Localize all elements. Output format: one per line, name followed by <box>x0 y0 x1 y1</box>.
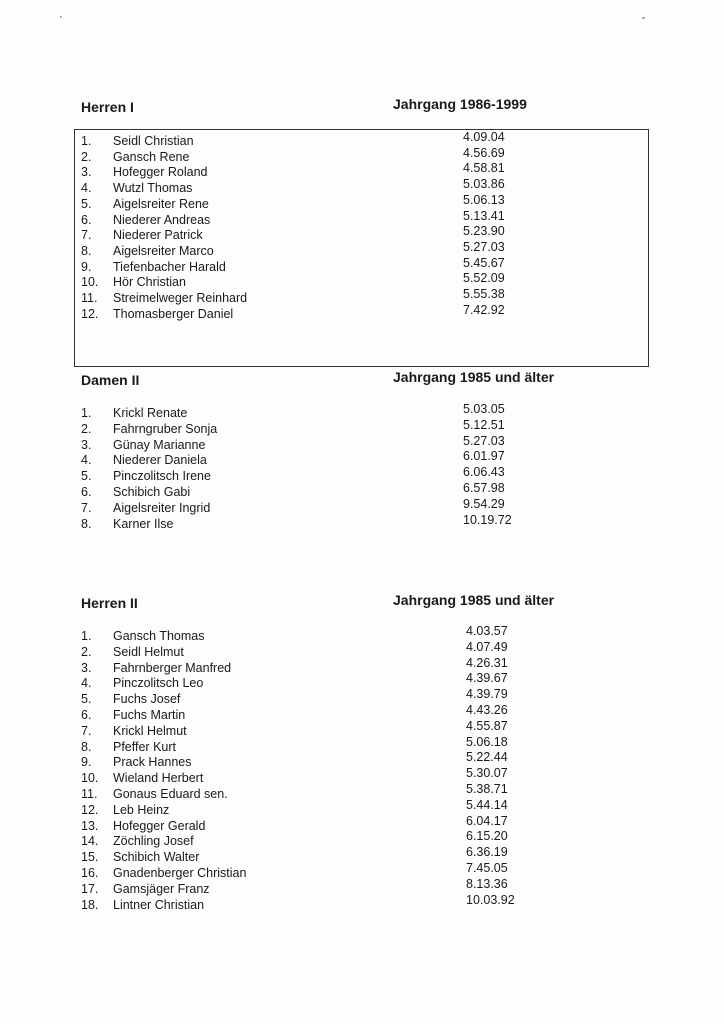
finish-time: 5.13.41 <box>463 208 505 223</box>
result-row <box>0 655 724 676</box>
rank-number: 1. <box>81 406 92 420</box>
rank-number: 12. <box>81 802 99 817</box>
rank-number: 5. <box>81 196 92 211</box>
athlete-name: Seidl Helmut <box>113 644 184 659</box>
result-row <box>0 734 724 755</box>
rank-number: 18. <box>81 897 99 912</box>
rank-number: 6. <box>81 485 92 499</box>
finish-time: 5.44.14 <box>466 797 508 812</box>
result-row <box>0 130 724 149</box>
result-row <box>0 703 724 723</box>
finish-time: 5.27.03 <box>463 433 505 448</box>
rank-number: 7. <box>81 723 92 738</box>
rank-number: 3. <box>81 660 92 675</box>
rank-number: 16. <box>81 866 99 880</box>
athlete-name: Aigelsreiter Marco <box>113 243 214 258</box>
rank-number: 2. <box>81 149 92 164</box>
finish-time: 6.15.20 <box>466 829 508 844</box>
athlete-name: Thomasberger Daniel <box>113 306 234 321</box>
result-row <box>0 876 724 897</box>
rank-number: 3. <box>81 437 92 452</box>
rank-number: 4. <box>81 453 92 468</box>
finish-time: 5.06.18 <box>466 734 508 749</box>
athlete-name: Fuchs Martin <box>113 708 186 722</box>
result-row <box>0 302 724 322</box>
rank-number: 9. <box>81 755 92 770</box>
athlete-name: Aigelsreiter Rene <box>113 196 209 211</box>
rank-number: 10. <box>81 771 99 786</box>
rank-number: 4. <box>81 181 92 196</box>
athlete-name: Niederer Daniela <box>113 453 207 468</box>
scan-speck <box>60 16 62 18</box>
finish-time: 4.39.79 <box>466 687 508 702</box>
finish-time: 10.03.92 <box>466 892 515 907</box>
rank-number: 2. <box>81 644 92 659</box>
athlete-name: Günay Marianne <box>113 437 206 452</box>
finish-time: 6.01.97 <box>463 449 505 464</box>
athlete-name: Wutzl Thomas <box>113 181 193 196</box>
athlete-name: Tiefenbacher Harald <box>113 259 226 274</box>
athlete-name: Zöchling Josef <box>113 834 194 849</box>
result-row <box>0 145 724 165</box>
finish-time: 4.07.49 <box>466 639 508 654</box>
finish-time: 10.19.72 <box>463 512 512 527</box>
rank-number: 8. <box>81 739 92 754</box>
section-title: Damen II <box>81 372 140 388</box>
finish-time: 5.22.44 <box>466 750 508 765</box>
result-row <box>0 465 724 484</box>
athlete-name: Gamsjäger Franz <box>113 881 210 896</box>
age-group-label: Jahrgang 1986-1999 <box>393 96 527 112</box>
finish-time: 5.45.67 <box>463 255 505 270</box>
rank-number: 9. <box>81 259 92 274</box>
rank-number: 15. <box>81 850 99 865</box>
rank-number: 7. <box>81 228 92 243</box>
athlete-name: Fahrnberger Manfred <box>113 660 232 675</box>
finish-time: 8.13.36 <box>466 876 508 891</box>
finish-time: 5.38.71 <box>466 782 508 796</box>
athlete-name: Seidl Christian <box>113 134 194 148</box>
finish-time: 5.12.51 <box>463 417 505 432</box>
result-row <box>0 239 724 259</box>
finish-time: 4.26.31 <box>466 655 508 670</box>
athlete-name: Krickl Renate <box>113 406 188 420</box>
finish-time: 4.43.26 <box>466 703 508 717</box>
result-row <box>0 402 724 421</box>
rank-number: 8. <box>81 516 92 531</box>
rank-number: 12. <box>81 306 99 321</box>
result-row <box>0 481 724 500</box>
section-heading-herren-2 <box>0 592 724 613</box>
result-row <box>0 829 724 849</box>
finish-time: 4.03.57 <box>466 624 508 638</box>
rank-number: 1. <box>81 134 92 148</box>
rank-number: 1. <box>81 629 92 643</box>
result-row <box>0 624 724 644</box>
rank-number: 8. <box>81 243 92 258</box>
result-row <box>0 192 724 212</box>
result-row <box>0 433 724 453</box>
finish-time: 4.58.81 <box>463 161 505 176</box>
rank-number: 11. <box>81 291 98 305</box>
athlete-name: Wieland Herbert <box>113 771 204 786</box>
athlete-name: Gansch Thomas <box>113 629 205 643</box>
result-row <box>0 845 724 865</box>
rank-number: 6. <box>81 212 92 227</box>
result-row <box>0 496 724 516</box>
rank-number: 10. <box>81 275 99 290</box>
athlete-name: Karner Ilse <box>113 516 174 531</box>
result-row <box>0 224 724 243</box>
athlete-name: Niederer Patrick <box>113 228 203 243</box>
athlete-name: Schibich Gabi <box>113 485 191 499</box>
scan-speck <box>642 17 645 19</box>
result-row <box>0 813 724 834</box>
age-group-label: Jahrgang 1985 und älter <box>393 592 555 608</box>
athlete-name: Prack Hannes <box>113 755 192 770</box>
finish-time: 4.39.67 <box>466 671 508 686</box>
finish-time: 6.06.43 <box>463 465 505 480</box>
athlete-name: Niederer Andreas <box>113 212 211 227</box>
finish-time: 6.36.19 <box>466 845 508 860</box>
finish-time: 4.09.04 <box>463 130 505 144</box>
result-row <box>0 671 724 691</box>
result-row <box>0 255 724 275</box>
age-group-label: Jahrgang 1985 und älter <box>393 369 555 385</box>
result-row <box>0 449 724 468</box>
rank-number: 14. <box>81 834 99 849</box>
rank-number: 6. <box>81 708 92 722</box>
athlete-name: Lintner Christian <box>113 897 205 912</box>
finish-time: 5.52.09 <box>463 271 505 286</box>
athlete-name: Gansch Rene <box>113 149 190 164</box>
result-row <box>0 797 724 818</box>
athlete-name: Gonaus Eduard sen. <box>113 787 228 801</box>
result-row <box>0 766 724 786</box>
athlete-name: Pinczolitsch Irene <box>113 469 211 484</box>
athlete-name: Streimelweger Reinhard <box>113 291 248 305</box>
athlete-name: Krickl Helmut <box>113 723 187 738</box>
rank-number: 17. <box>81 881 99 896</box>
finish-time: 4.56.69 <box>463 145 505 160</box>
section-title: Herren II <box>81 595 138 611</box>
rank-number: 4. <box>81 676 92 691</box>
finish-time: 6.57.98 <box>463 481 505 495</box>
result-row <box>0 750 724 770</box>
rank-number: 5. <box>81 469 92 484</box>
finish-time: 7.42.92 <box>463 302 505 317</box>
result-row <box>0 687 724 707</box>
result-row <box>0 161 724 180</box>
result-row <box>0 861 724 881</box>
athlete-name: Hofegger Roland <box>113 165 208 180</box>
athlete-name: Gnadenberger Christian <box>113 866 247 880</box>
finish-time: 7.45.05 <box>466 861 508 875</box>
section-title: Herren I <box>81 99 134 115</box>
finish-time: 4.55.87 <box>466 718 508 733</box>
rank-number: 5. <box>81 692 92 707</box>
section-heading-damen-2 <box>0 369 724 390</box>
finish-time: 5.06.13 <box>463 192 505 207</box>
result-row <box>0 287 724 306</box>
finish-time: 5.03.86 <box>463 177 505 192</box>
result-row <box>0 718 724 739</box>
athlete-name: Pinczolitsch Leo <box>113 676 204 691</box>
result-row <box>0 892 724 913</box>
finish-time: 5.23.90 <box>463 224 505 239</box>
result-row <box>0 417 724 437</box>
result-row <box>0 271 724 290</box>
rank-number: 3. <box>81 165 92 180</box>
result-row <box>0 177 724 196</box>
result-row <box>0 512 724 532</box>
result-row <box>0 639 724 660</box>
rank-number: 11. <box>81 787 98 801</box>
rank-number: 13. <box>81 818 99 833</box>
finish-time: 5.03.05 <box>463 402 505 416</box>
result-row <box>0 208 724 228</box>
athlete-name: Leb Heinz <box>113 802 170 817</box>
finish-time: 5.30.07 <box>466 766 508 781</box>
finish-time: 9.54.29 <box>463 496 505 511</box>
finish-time: 5.55.38 <box>463 287 505 301</box>
rank-number: 2. <box>81 421 92 436</box>
athlete-name: Aigelsreiter Ingrid <box>113 500 211 515</box>
athlete-name: Fahrngruber Sonja <box>113 421 218 436</box>
finish-time: 5.27.03 <box>463 239 505 254</box>
finish-time: 6.04.17 <box>466 813 508 828</box>
section-heading-herren-1 <box>0 96 724 117</box>
athlete-name: Hofegger Gerald <box>113 818 206 833</box>
athlete-name: Hör Christian <box>113 275 186 290</box>
athlete-name: Schibich Walter <box>113 850 200 865</box>
athlete-name: Pfeffer Kurt <box>113 739 176 754</box>
rank-number: 7. <box>81 500 92 515</box>
result-row <box>0 782 724 802</box>
athlete-name: Fuchs Josef <box>113 692 181 707</box>
